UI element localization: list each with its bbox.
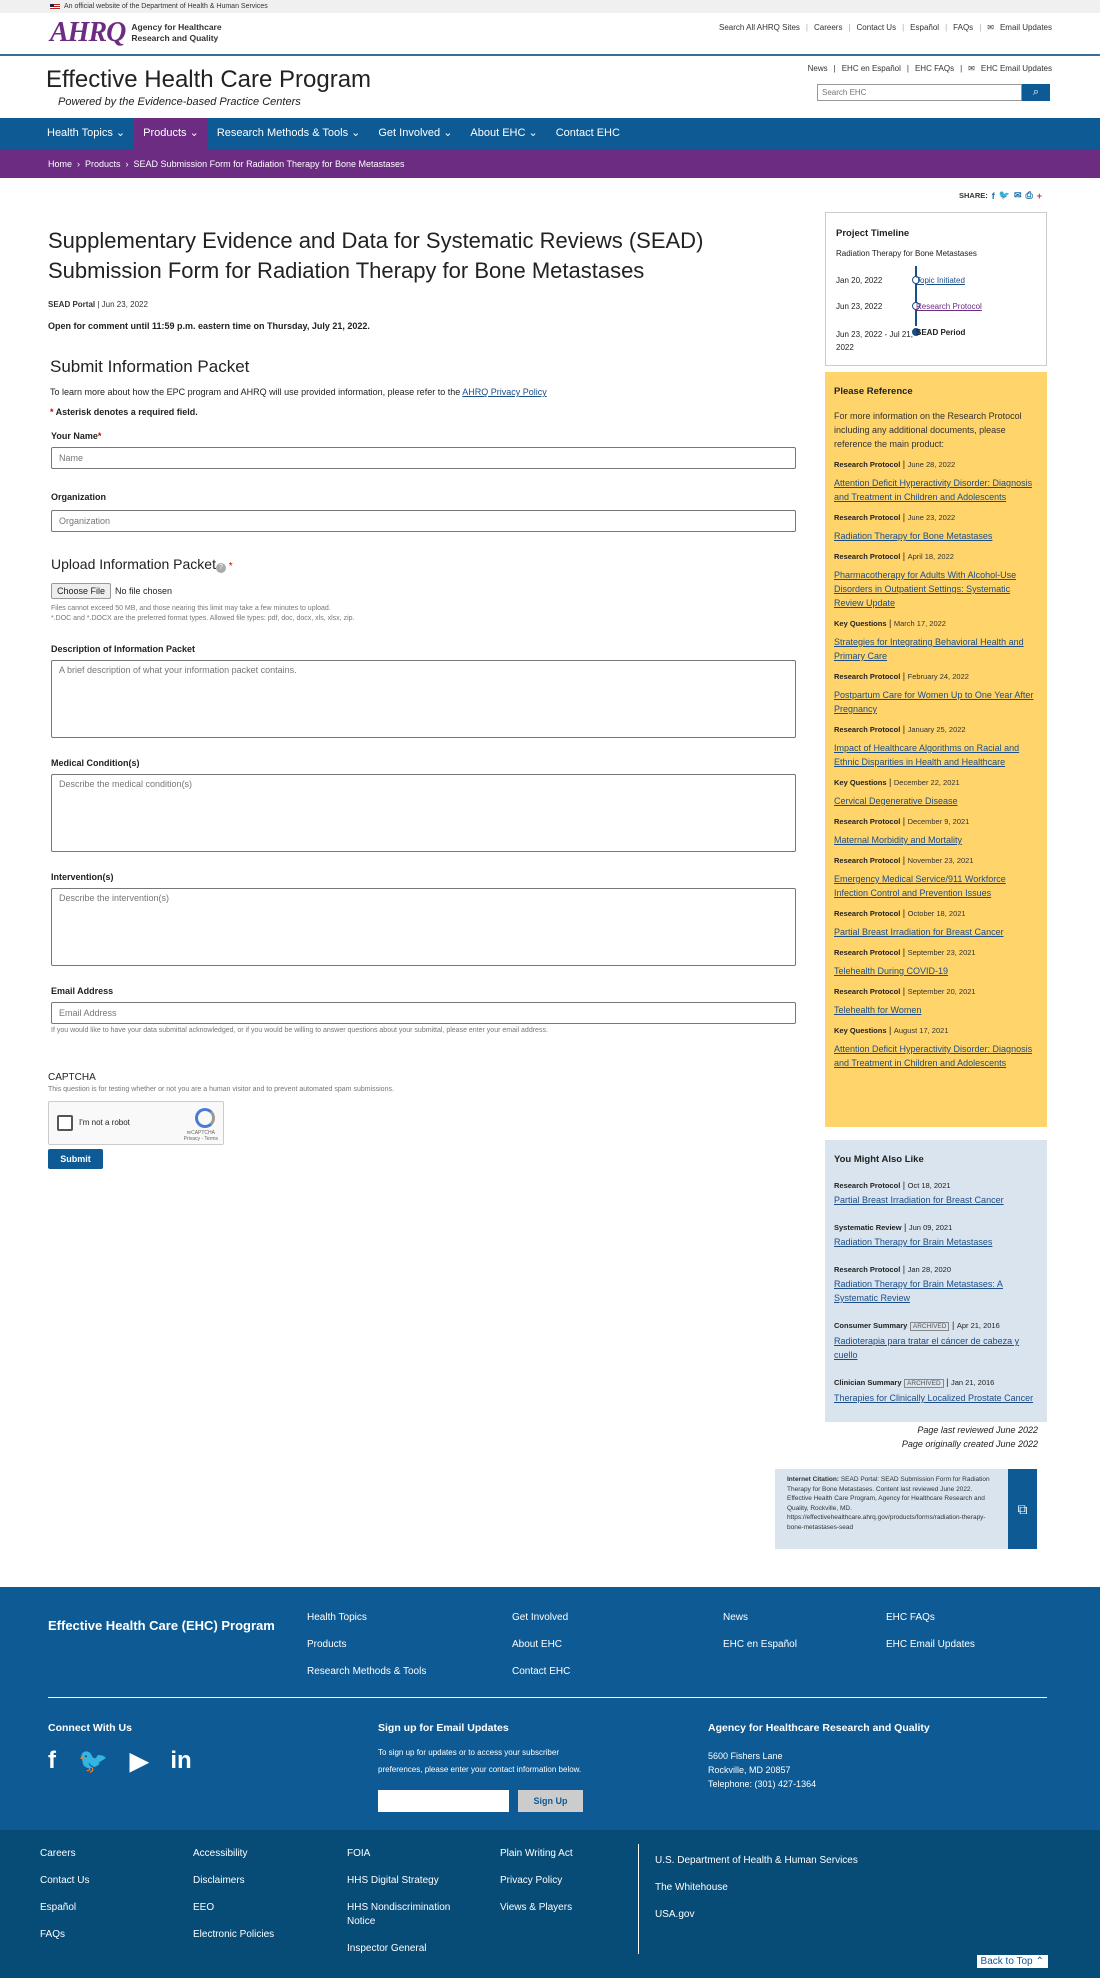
submit-button[interactable]: Submit (48, 1149, 103, 1169)
signup-text: To sign up for updates or to access your subscriber preferences, please enter your contact information below. (378, 1748, 582, 1774)
desc-textarea[interactable]: A brief description of what your information packet contains. (51, 660, 796, 738)
envelope-icon: ✉ (968, 64, 975, 73)
ahrq-top-links: Search All AHRQ Sites | Careers | Contact Us | Español | FAQs | ✉ Email Updates (718, 23, 1052, 32)
also-link[interactable]: Radiation Therapy for Brain Metastases: A Systematic Review (834, 1279, 1003, 1303)
link-careers[interactable]: Careers (813, 23, 843, 32)
footer-link[interactable]: Plain Writing Act (500, 1848, 573, 1859)
reference-text: For more information on the Research Protocol including any additional documents, please reference the main product: (834, 411, 1022, 449)
reference-item: Key Questions | March 17, 2022 Strategies for Integrating Behavioral Health and Primary Care (834, 616, 1038, 663)
reference-item: Key Questions | August 17, 2021 Attention Deficit Hyperactivity Disorder: Diagnosis and Treatment in Children and Adolescents (834, 1023, 1038, 1070)
facebook-icon[interactable]: f (991, 190, 995, 201)
footer-link[interactable]: News (723, 1612, 749, 1623)
signup-button[interactable]: Sign Up (518, 1790, 583, 1812)
org-input[interactable]: Organization (51, 510, 796, 532)
item-type: Key Questions (834, 1026, 887, 1035)
item-date: September 23, 2021 (907, 948, 976, 957)
reference-link[interactable]: Radiation Therapy for Bone Metastases (834, 531, 993, 541)
footer-col-4 (500, 1847, 573, 1915)
timeline-current: SEAD Period (916, 328, 966, 337)
also-link[interactable]: Therapies for Clinically Localized Prostate Cancer (834, 1393, 1034, 1403)
condition-label: Medical Condition(s) (51, 758, 140, 768)
footer-link[interactable]: EHC Email Updates (886, 1639, 975, 1650)
internet-citation: Internet Citation: SEAD Portal: SEAD Submission Form for Radiation Therapy for Bone Metastases. Content last reviewed June 2022. Effective Health Care Program, Agency for Healthcare Research and Quality, Rockville, MD. https://effectivehealthcare.ahrq.gov/products/forms/radiation-therapy-bone-metastases-sead (775, 1469, 1008, 1549)
item-date: June 28, 2022 (907, 460, 956, 469)
help-icon[interactable]: ? (216, 563, 226, 573)
search-form (817, 84, 1050, 101)
email-label: Email Address (51, 986, 114, 996)
share-label: SHARE: (959, 191, 988, 200)
required-note: * Asterisk denotes a required field. (50, 407, 198, 417)
link-contact-us[interactable]: Contact Us (856, 23, 897, 32)
originally-created: Page originally created June 2022 (901, 1439, 1038, 1449)
reference-item: Research Protocol | June 28, 2022 Attention Deficit Hyperactivity Disorder: Diagnosis and Treatment in Children and Adolescents (834, 457, 1038, 504)
item-date: January 25, 2022 (907, 725, 966, 734)
footer-link[interactable]: Get Involved (512, 1612, 569, 1623)
recaptcha-label: I'm not a robot (79, 1118, 130, 1127)
reference-link[interactable]: Cervical Degenerative Disease (834, 796, 958, 806)
nav-research-methods[interactable]: Research Methods & Tools ⌄ (216, 127, 361, 139)
reference-link[interactable]: Impact of Healthcare Algorithms on Racial and Ethnic Disparities in Health and Healthcare (834, 743, 1020, 767)
section-title: Submit Information Packet (50, 357, 250, 376)
footer-link[interactable]: U.S. Department of Health & Human Services (655, 1855, 858, 1866)
breadcrumb-home[interactable]: Home (48, 158, 73, 169)
reference-item: Key Questions | December 22, 2021 Cervical Degenerative Disease (834, 775, 1038, 808)
signup-title: Sign up for Email Updates (378, 1722, 509, 1734)
item-date: June 23, 2022 (907, 513, 956, 522)
archived-badge: ARCHIVED (904, 1379, 944, 1388)
item-type: Systematic Review (834, 1223, 902, 1232)
recaptcha-text: reCAPTCHA Privacy - Terms (183, 1130, 218, 1142)
ahrq-name-line1: Agency for Healthcare (131, 22, 222, 32)
file-input[interactable] (51, 583, 796, 599)
also-item: Systematic Review | Jun 09, 2021 Radiation Therapy for Brain Metastases (834, 1220, 1038, 1249)
main-content: Supplementary Evidence and Data for Systematic Reviews (SEAD) Submission Form for Radiation Therapy for Bone Metastases SEAD Portal | Jun 23, 2022 Open for comment until 11:59 p.m. eastern time on Thursday, July 21, 2022. Submit Information Packet To learn more about how the EPC program and AHRQ will use provided information, please refer to the AHRQ Privacy Policy * Asterisk denotes a required field. Your Name* Name Organization Organization Upload Information Packet ? * Choose File No file chosen Files cannot exceed 50 MB, and those nearing this limit may take a few minutes to upload. *.DOC and *.DOCX are the preferred format types. Allowed file types: pdf, doc, docx, xls, xlsx, zip. Description of Information Packet A brief description of what your information packet contains. Medical Condition(s) Describe the medical condition(s) Intervention(s) Describe the intervention(s) Email Address Email Address If you would like to have your data submittal acknowledged, or if you would be willing to answer questions about your submittal, please enter your email address. CAPTCHA This question is for testing whether or not you are a human visitor and to prevent automated spam submissions. I'm not a robot reCAPTCHA Privacy - Terms Submit (48, 226, 796, 1169)
footer-main (0, 1587, 1100, 1830)
reference-item: Research Protocol | June 23, 2022 Radiation Therapy for Bone Metastases (834, 510, 1038, 543)
back-to-top-button[interactable]: Back to Top ⌃ (977, 1955, 1048, 1968)
item-date: November 23, 2021 (907, 856, 974, 865)
also-item: Clinician Summary ARCHIVED | Jan 21, 2016 Therapies for Clinically Localized Prostate Cancer (834, 1375, 1038, 1405)
reference-link[interactable]: Strategies for Integrating Behavioral Health and Primary Care (834, 637, 1024, 661)
intervention-label: Intervention(s) (51, 872, 114, 882)
also-title: You Might Also Like (834, 1154, 924, 1165)
page-meta: SEAD Portal | Jun 23, 2022 (48, 300, 148, 309)
footer-link[interactable]: Products (307, 1639, 347, 1650)
name-input[interactable]: Name (51, 447, 796, 469)
reference-link[interactable]: Maternal Morbidity and Mortality (834, 835, 963, 845)
breadcrumb-current: SEAD Submission Form for Radiation Therapy for Bone Metastases (133, 158, 405, 169)
footer-link[interactable]: Español (40, 1902, 77, 1913)
reference-item: Research Protocol | January 25, 2022 Impact of Healthcare Algorithms on Racial and Ethnic Disparities in Health and Healthcare (834, 722, 1038, 769)
footer-program-title: Effective Health Care (EHC) Program (48, 1618, 275, 1633)
ahrq-name-line2: Research and Quality (131, 33, 219, 43)
footer-link[interactable]: HHS Digital Strategy (347, 1875, 439, 1886)
link-email-updates[interactable]: Email Updates (999, 23, 1052, 32)
ahrq-logo[interactable] (50, 17, 222, 49)
plus-icon[interactable]: + (1036, 190, 1042, 201)
timeline-link-protocol[interactable]: Research Protocol (916, 302, 982, 311)
reference-item: Research Protocol | November 23, 2021 Emergency Medical Service/911 Workforce Infection Control and Prevention Issues (834, 853, 1038, 900)
link-ehc-faqs[interactable]: EHC FAQs (914, 64, 955, 73)
nav-products[interactable]: Products ⌄ (134, 118, 208, 149)
footer-link[interactable]: Privacy Policy (500, 1875, 563, 1886)
footer-link[interactable]: FOIA (347, 1848, 371, 1859)
footer-email-input[interactable] (378, 1790, 509, 1812)
print-icon[interactable]: ⎙ (1025, 190, 1033, 200)
footer-link[interactable]: USA.gov (655, 1909, 695, 1920)
timeline-line (915, 266, 917, 326)
desc-label: Description of Information Packet (51, 644, 196, 654)
reference-item: Research Protocol | December 9, 2021 Maternal Morbidity and Mortality (834, 814, 1038, 847)
nav-about-ehc[interactable]: About EHC ⌄ (470, 127, 538, 139)
item-type: Key Questions (834, 619, 887, 628)
please-reference (825, 372, 1047, 1127)
item-type: Research Protocol (834, 725, 901, 734)
item-date: February 24, 2022 (907, 672, 969, 681)
link-search-all[interactable]: Search All AHRQ Sites (718, 23, 800, 32)
reference-link[interactable]: Partial Breast Irradiation for Breast Cancer (834, 927, 1004, 937)
social-links (48, 1747, 192, 1776)
agency-address: 5600 Fishers Lane Rockville, MD 20857 Telephone: (301) 427-1364 (708, 1751, 817, 1789)
email-icon[interactable]: ✉ (1013, 190, 1022, 200)
nav-get-involved[interactable]: Get Involved ⌄ (378, 127, 453, 139)
ehc-subtitle: Powered by the Evidence-based Practice Centers (58, 96, 301, 108)
condition-textarea[interactable]: Describe the medical condition(s) (51, 774, 796, 852)
arrow-up-icon: ⌃ (1035, 1956, 1044, 1967)
footer-link[interactable]: FAQs (40, 1929, 66, 1940)
timeline-row: Jun 23, 2022 - Jul 21, 2022 SEAD Period (836, 328, 966, 352)
item-type: Consumer Summary (834, 1321, 908, 1330)
you-might-also-like (825, 1140, 1047, 1422)
item-type: Research Protocol (834, 987, 901, 996)
footer-col-2 (193, 1847, 274, 1942)
footer-link[interactable]: Accessibility (193, 1848, 248, 1859)
no-file-text: No file chosen (115, 586, 173, 596)
name-label: Your Name (51, 431, 98, 441)
reference-item: Research Protocol | February 24, 2022 Postpartum Care for Women Up to One Year After Pregnancy (834, 669, 1038, 716)
reference-title: Please Reference (834, 386, 913, 397)
footer-link[interactable]: EEO (193, 1902, 215, 1913)
captcha-note: This question is for testing whether or not you are a human visitor and to prevent automated spam submissions. (48, 1086, 394, 1093)
item-date: Jan 21, 2016 (950, 1378, 995, 1387)
gov-banner (0, 0, 1100, 13)
ahrq-logo-mark: AHRQ (50, 17, 126, 48)
reference-item: Research Protocol | October 18, 2021 Partial Breast Irradiation for Breast Cancer (834, 906, 1038, 939)
item-date: Jan 28, 2020 (907, 1265, 951, 1274)
also-item: Research Protocol | Jan 28, 2020 Radiation Therapy for Brain Metastases: A Systematic Review (834, 1262, 1038, 1305)
choose-file-button[interactable]: Choose File (51, 583, 111, 599)
footer-link[interactable]: The Whitehouse (655, 1882, 728, 1893)
footer-bottom (0, 1830, 1100, 1978)
item-date: Oct 18, 2021 (907, 1181, 951, 1190)
facebook-icon[interactable]: f (48, 1747, 56, 1774)
timeline-subtitle: Radiation Therapy for Bone Metastases (836, 249, 977, 258)
project-timeline (825, 212, 1047, 366)
footer-link[interactable]: EHC FAQs (886, 1612, 935, 1623)
item-type: Research Protocol (834, 948, 901, 957)
timeline-link-topic[interactable]: Topic Initiated (916, 276, 965, 285)
youtube-icon[interactable]: ▶ (129, 1748, 149, 1775)
ehc-header (0, 56, 1100, 118)
item-date: August 17, 2021 (893, 1026, 949, 1035)
copy-citation-button[interactable] (1008, 1469, 1037, 1549)
connect-title: Connect With Us (48, 1722, 132, 1734)
footer-col-1 (40, 1847, 89, 1942)
upload-note-types: *.DOC and *.DOCX are the preferred format types. Allowed file types: pdf, doc, docx, xls, xlsx, zip. (51, 615, 355, 622)
intro-text: To learn more about how the EPC program and AHRQ will use provided information, please refer to the AHRQ Privacy Policy (50, 387, 547, 397)
ahrq-header (0, 13, 1100, 56)
twitter-icon[interactable]: 🐦 (998, 190, 1010, 200)
item-type: Research Protocol (834, 817, 901, 826)
main-nav (0, 118, 1100, 149)
footer-divider (638, 1844, 639, 1954)
item-type: Research Protocol (834, 856, 901, 865)
footer-link[interactable]: Research Methods & Tools (307, 1666, 427, 1677)
item-date: March 17, 2022 (893, 619, 946, 628)
footer-col-5 (655, 1854, 858, 1922)
page-title: Supplementary Evidence and Data for Systematic Reviews (SEAD) Submission Form for Radiation Therapy for Bone Metastases (48, 228, 704, 283)
item-type: Clinician Summary (834, 1378, 902, 1387)
footer-link[interactable]: Health Topics (307, 1612, 367, 1623)
copy-icon: ⧉ (1017, 1500, 1028, 1517)
ehc-links: News | EHC en Español | EHC FAQs | ✉ EHC Email Updates (807, 64, 1052, 73)
also-link[interactable]: Radioterapia para tratar el cáncer de cabeza y cuello (834, 1336, 1020, 1360)
linkedin-icon[interactable]: in (170, 1747, 192, 1774)
item-date: April 18, 2022 (907, 552, 954, 561)
also-item: Research Protocol | Oct 18, 2021 Partial Breast Irradiation for Breast Cancer (834, 1178, 1038, 1207)
reference-link[interactable]: Telehealth for Women (834, 1005, 922, 1015)
item-type: Research Protocol (834, 1265, 901, 1274)
link-faqs[interactable]: FAQs (953, 23, 974, 32)
captcha-title: CAPTCHA (48, 1072, 96, 1083)
item-type: Research Protocol (834, 460, 901, 469)
reference-item: Research Protocol | September 23, 2021 Telehealth During COVID-19 (834, 945, 1038, 978)
item-type: Research Protocol (834, 552, 901, 561)
intervention-textarea[interactable]: Describe the intervention(s) (51, 888, 796, 966)
footer-link[interactable]: Views & Players (500, 1902, 573, 1913)
twitter-icon[interactable]: 🐦 (78, 1748, 108, 1775)
upload-label: Upload Information Packet (51, 556, 216, 572)
email-note: If you would like to have your data submittal acknowledged, or if you would be willing to answer questions about your submittal, please enter your email address. (51, 1027, 548, 1034)
reference-link[interactable]: Emergency Medical Service/911 Workforce Infection Control and Prevention Issues (834, 874, 1006, 898)
reference-link[interactable]: Telehealth During COVID-19 (834, 966, 949, 976)
recaptcha-icon (195, 1108, 215, 1128)
item-date: Jun 09, 2021 (908, 1223, 953, 1232)
email-input[interactable]: Email Address (51, 1002, 796, 1024)
search-button[interactable] (1022, 84, 1050, 101)
gov-banner-text: An official website of the Department of Health & Human Services (64, 3, 268, 10)
org-label: Organization (51, 492, 107, 502)
search-icon: ⌕ (1032, 86, 1040, 98)
footer-link[interactable]: HHS Nondiscrimination Notice (347, 1902, 451, 1927)
footer-link[interactable]: About EHC (512, 1639, 563, 1650)
page-review-info (902, 1423, 1038, 1451)
also-link[interactable]: Partial Breast Irradiation for Breast Cancer (834, 1195, 1004, 1205)
item-date: December 22, 2021 (893, 778, 960, 787)
item-date: October 18, 2021 (907, 909, 966, 918)
link-ehc-espanol[interactable]: EHC en Español (841, 64, 901, 73)
item-date: September 20, 2021 (907, 987, 976, 996)
nav-contact-ehc[interactable]: Contact EHC (555, 127, 620, 139)
footer-link[interactable]: Careers (40, 1848, 76, 1859)
footer-link[interactable]: Disclaimers (193, 1875, 245, 1886)
timeline-row: Jun 23, 2022 Research Protocol (836, 302, 982, 311)
reference-link[interactable]: Attention Deficit Hyperactivity Disorder: Diagnosis and Treatment in Children and Adolescents (834, 1044, 1033, 1068)
item-type: Research Protocol (834, 1181, 901, 1190)
link-news[interactable]: News (807, 64, 828, 73)
last-reviewed: Page last reviewed June 2022 (917, 1425, 1038, 1435)
reference-link[interactable]: Attention Deficit Hyperactivity Disorder: Diagnosis and Treatment in Children and Adolescents (834, 478, 1033, 502)
breadcrumb-products[interactable]: Products (85, 158, 121, 169)
item-date: Apr 21, 2016 (956, 1321, 1000, 1330)
timeline-title: Project Timeline (836, 228, 910, 239)
timeline-row: Jan 20, 2022 Topic Initiated (836, 276, 965, 285)
link-espanol[interactable]: Español (910, 23, 940, 32)
reference-item: Research Protocol | April 18, 2022 Pharmacotherapy for Adults With Alcohol-Use Disorders in Outpatient Settings: Systematic Review Update (834, 549, 1038, 610)
item-type: Research Protocol (834, 672, 901, 681)
footer-link[interactable]: Inspector General (347, 1943, 427, 1954)
footer-link[interactable]: Contact EHC (512, 1666, 571, 1677)
item-type: Key Questions (834, 778, 887, 787)
footer-divider (48, 1697, 1047, 1698)
archived-badge: ARCHIVED (910, 1322, 950, 1331)
nav-health-topics[interactable]: Health Topics ⌄ (47, 127, 126, 139)
breadcrumb: Home › Products › SEAD Submission Form for Radiation Therapy for Bone Metastases (0, 149, 1100, 178)
reference-link[interactable]: Pharmacotherapy for Adults With Alcohol-Use Disorders in Outpatient Settings: Systematic Review Update (834, 570, 1017, 608)
item-type: Research Protocol (834, 909, 901, 918)
recaptcha-widget (48, 1101, 224, 1145)
footer-link[interactable]: EHC en Español (723, 1639, 797, 1650)
recaptcha-checkbox[interactable] (57, 1115, 73, 1131)
footer-link[interactable]: Electronic Policies (193, 1929, 275, 1940)
search-input[interactable] (817, 84, 1022, 101)
footer-link[interactable]: Contact Us (40, 1875, 90, 1886)
ehc-title[interactable]: Effective Health Care Program (46, 66, 372, 93)
also-link[interactable]: Radiation Therapy for Brain Metastases (834, 1237, 993, 1247)
open-notice: Open for comment until 11:59 p.m. eastern time on Thursday, July 21, 2022. (48, 321, 370, 331)
share-bar (959, 190, 1042, 201)
also-item: Consumer Summary ARCHIVED | Apr 21, 2016 Radioterapia para tratar el cáncer de cabeza y cuello (834, 1318, 1038, 1362)
footer-col-3 (347, 1847, 477, 1956)
reference-link[interactable]: Postpartum Care for Women Up to One Year After Pregnancy (834, 690, 1034, 714)
envelope-icon: ✉ (987, 23, 994, 32)
reference-item: Research Protocol | September 20, 2021 Telehealth for Women (834, 984, 1038, 1017)
upload-note-size: Files cannot exceed 50 MB, and those nearing this limit may take a few minutes to upload. (51, 605, 331, 612)
us-flag-icon (50, 4, 60, 10)
link-ehc-email[interactable]: EHC Email Updates (980, 64, 1052, 73)
item-date: December 9, 2021 (907, 817, 970, 826)
agency-title: Agency for Healthcare Research and Quality (708, 1722, 930, 1734)
privacy-link[interactable]: AHRQ Privacy Policy (462, 387, 547, 397)
item-type: Research Protocol (834, 513, 901, 522)
